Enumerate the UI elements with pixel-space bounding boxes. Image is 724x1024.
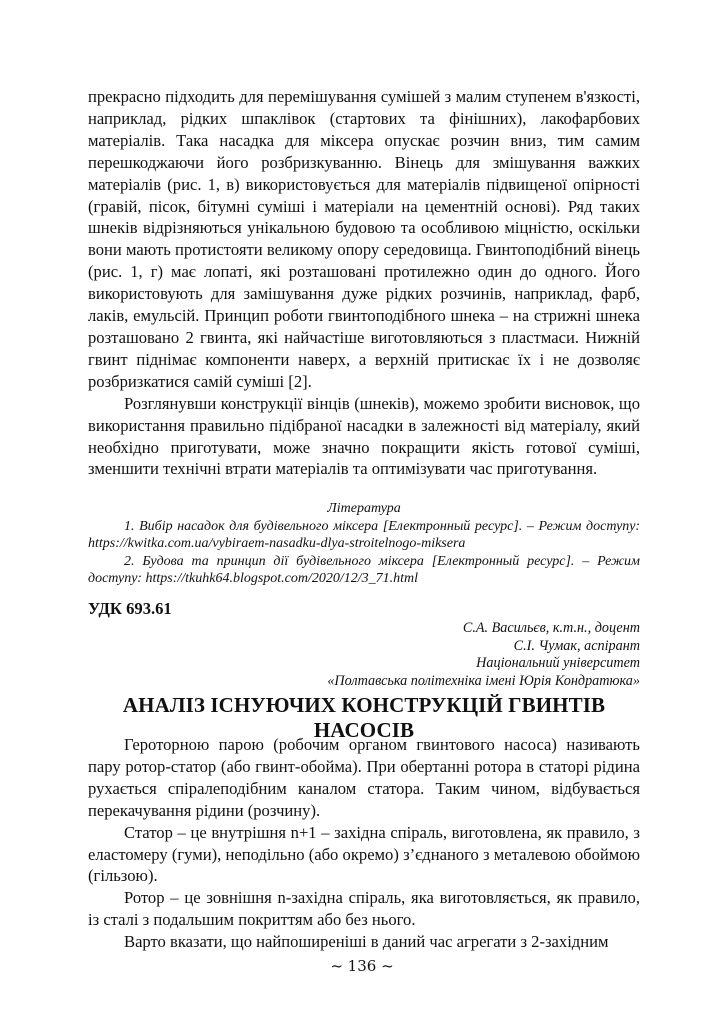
article-title: АНАЛІЗ ІСНУЮЧИХ КОНСТРУКЦІЙ ГВИНТІВ НАСОСІВ [122, 693, 606, 742]
author-block [327, 620, 640, 690]
udk-code: УДК 693.61 [88, 599, 172, 618]
article-body [88, 734, 640, 953]
affiliation-line: «Полтавська політехніка імені Юрія Кондратюка» [327, 672, 640, 689]
body-paragraph: Розглянувши конструкції вінців (шнеків), можемо зробити висновок, що використання правильно підібраної насадки в залежності від матеріалу, який необхідно приготувати, може значно покращити якість готової суміші, зменшити технічні втрати матеріалів та оптимізувати час приготування. [88, 393, 640, 479]
body-paragraph: Ротор – це зовнішня n-західна спіраль, яка виготовляється, як правило, із сталі з подальшим покриттям або без нього. [88, 888, 640, 930]
author-line: С.А. Васильєв, к.т.н., доцент [462, 620, 640, 636]
reference-item: 1. Вибір насадок для будівельного міксера [Електронный ресурс]. – Режим доступу: https://kwitka.com.ua/vybiraem-nasadku-dlya-stroitelnogo-miksera [88, 518, 640, 552]
body-paragraph: прекрасно підходить для перемішування сумішей з малим ступенем в'язкості, наприклад, рідких шпаклівок (стартових та фінішних), лакофарбових матеріалів. Така насадка для міксера опускає розчин вниз, тим самим перешкоджаючи його розбризкуванню. Вінець для змішування важких матеріалів (рис. 1, в) використовується для матеріалів підвищеної опірності (гравій, пісок, бітумні суміші і матеріали на цементній основі). Ряд таких шнеків відрізняються унікальною будовою та особливою міцністю, оскільки вони мають протистояти великому опору середовища. Гвинтоподібний вінець (рис. 1, г) має лопаті, які розташовані протилежно один до одного. Його використовують для замішування дуже рідких розчинів, наприклад, фарб, лаків, емульсій. Принцип роботи гвинтоподібного шнека – на стрижні шнека розташовано 2 гвинта, які найчастіше виготовляються з пластмаси. Нижній гвинт піднімає компоненти наверх, а верхній притискає їх і не дозволяє розбризкатися самій суміші [2]. [88, 87, 640, 391]
body-paragraph: Статор – це внутрішня n+1 – західна спіраль, виготовлена, як правило, з еластомеру (гуми), неподільно (або окремо) з’єднаного з металевою обоймою (гільзою). [88, 822, 640, 886]
section-previous-article [88, 86, 640, 588]
affiliation-line: Національний університет [476, 655, 640, 671]
page-number: ~ 136 ~ [330, 957, 394, 975]
reference-item: 2. Будова та принцип дії будівельного міксера [Електронный ресурс]. – Режим доступу: https://tkuhk64.blogspot.com/2020/12/3_71.html [88, 553, 640, 587]
body-paragraph: Героторною парою (робочим органом гвинтового насоса) називають пару ротор-статор (або гвинт-обойма). При обертанні ротора в статорі рідина рухається спіралеподібним каналом статора. Таким чином, відбувається перекачування рідини (розчину). [88, 735, 640, 820]
body-paragraph: Варто вказати, що найпоширеніші в даний час агрегати з 2-західним [124, 932, 609, 952]
references-heading: Література [327, 501, 401, 517]
author-line: С.І. Чумак, аспірант [513, 637, 640, 654]
